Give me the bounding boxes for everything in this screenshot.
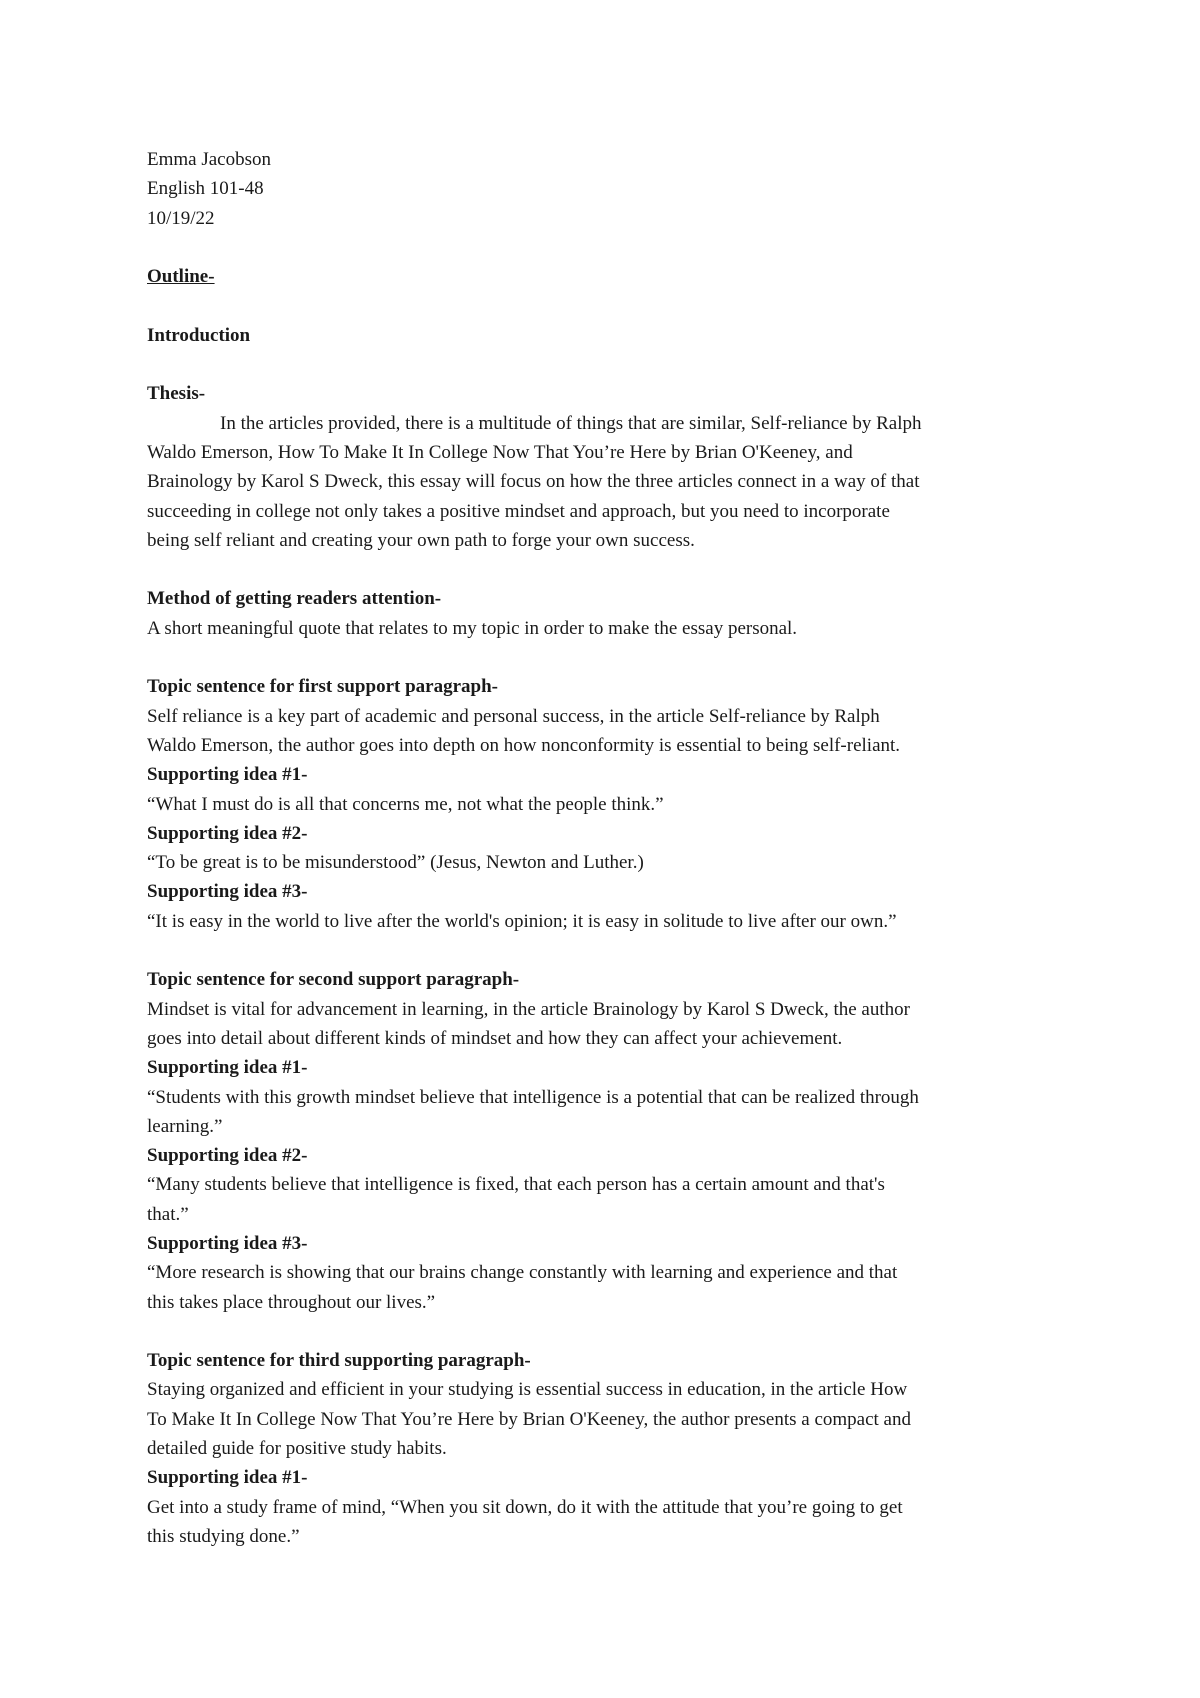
thesis-line: Brainology by Karol S Dweck, this essay will focus on how the three articles connect in a way of that bbox=[147, 471, 920, 493]
supporting-idea-text: that.” bbox=[147, 1203, 189, 1225]
second-paragraph-line: goes into detail about different kinds of mindset and how they can affect your achievement. bbox=[147, 1027, 843, 1049]
third-paragraph-line: detailed guide for positive study habits. bbox=[147, 1438, 447, 1460]
outline-title: Outline- bbox=[147, 266, 215, 288]
supporting-idea-label: Supporting idea #1- bbox=[147, 1057, 308, 1079]
supporting-idea-text: this takes place throughout our lives.” bbox=[147, 1291, 436, 1313]
supporting-idea-label: Supporting idea #3- bbox=[147, 1232, 308, 1254]
supporting-idea-label: Supporting idea #3- bbox=[147, 881, 308, 903]
thesis-line: being self reliant and creating your own path to forge your own success. bbox=[147, 529, 695, 551]
author-name: Emma Jacobson bbox=[147, 149, 272, 170]
attention-label: Method of getting readers attention- bbox=[147, 588, 442, 610]
supporting-idea-label: Supporting idea #1- bbox=[147, 764, 308, 786]
third-paragraph-line: Staying organized and efficient in your studying is essential success in education, in the article How bbox=[147, 1379, 908, 1401]
attention-text: A short meaningful quote that relates to my topic in order to make the essay personal. bbox=[147, 617, 798, 639]
thesis-line: In the articles provided, there is a multitude of things that are similar, Self-reliance by Ralph bbox=[220, 412, 922, 434]
document-page bbox=[147, 145, 1067, 1551]
document-date: 10/19/22 bbox=[147, 207, 215, 229]
introduction-heading: Introduction bbox=[147, 324, 251, 346]
thesis-line: succeeding in college not only takes a positive mindset and approach, but you need to incorporate bbox=[147, 500, 890, 522]
supporting-idea-text: “More research is showing that our brains change constantly with learning and experience and that bbox=[147, 1262, 898, 1284]
first-paragraph-label: Topic sentence for first support paragraph- bbox=[147, 676, 498, 698]
second-paragraph-label: Topic sentence for second support paragraph- bbox=[147, 969, 520, 991]
supporting-idea-label: Supporting idea #1- bbox=[147, 1467, 308, 1489]
supporting-idea-text: “It is easy in the world to live after the world's opinion; it is easy in solitude to live after our own.” bbox=[147, 910, 897, 932]
thesis-label: Thesis- bbox=[147, 383, 206, 405]
supporting-idea-text: Get into a study frame of mind, “When you sit down, do it with the attitude that you’re going to get bbox=[147, 1496, 903, 1518]
supporting-idea-label: Supporting idea #2- bbox=[147, 822, 308, 844]
first-paragraph-line: Self reliance is a key part of academic and personal success, in the article Self-reliance by Ralph bbox=[147, 705, 880, 727]
second-paragraph-line: Mindset is vital for advancement in learning, in the article Brainology by Karol S Dweck, the author bbox=[147, 998, 910, 1020]
supporting-idea-text: this studying done.” bbox=[147, 1525, 300, 1547]
thesis-line: Waldo Emerson, How To Make It In College Now That You’re Here by Brian O'Keeney, and bbox=[147, 441, 853, 463]
supporting-idea-text: “Many students believe that intelligence is fixed, that each person has a certain amount and that's bbox=[147, 1174, 885, 1196]
third-paragraph-line: To Make It In College Now That You’re Here by Brian O'Keeney, the author presents a compact and bbox=[147, 1408, 911, 1430]
supporting-idea-text: “What I must do is all that concerns me, not what the people think.” bbox=[147, 793, 664, 815]
course-name: English 101-48 bbox=[147, 178, 264, 200]
first-paragraph-line: Waldo Emerson, the author goes into depth on how nonconformity is essential to being self-reliant. bbox=[147, 734, 901, 756]
supporting-idea-text: “Students with this growth mindset believe that intelligence is a potential that can be realized through bbox=[147, 1086, 919, 1108]
supporting-idea-text: “To be great is to be misunderstood” (Jesus, Newton and Luther.) bbox=[147, 852, 644, 874]
supporting-idea-text: learning.” bbox=[147, 1115, 223, 1137]
supporting-idea-label: Supporting idea #2- bbox=[147, 1145, 308, 1167]
third-paragraph-label: Topic sentence for third supporting paragraph- bbox=[147, 1350, 531, 1372]
